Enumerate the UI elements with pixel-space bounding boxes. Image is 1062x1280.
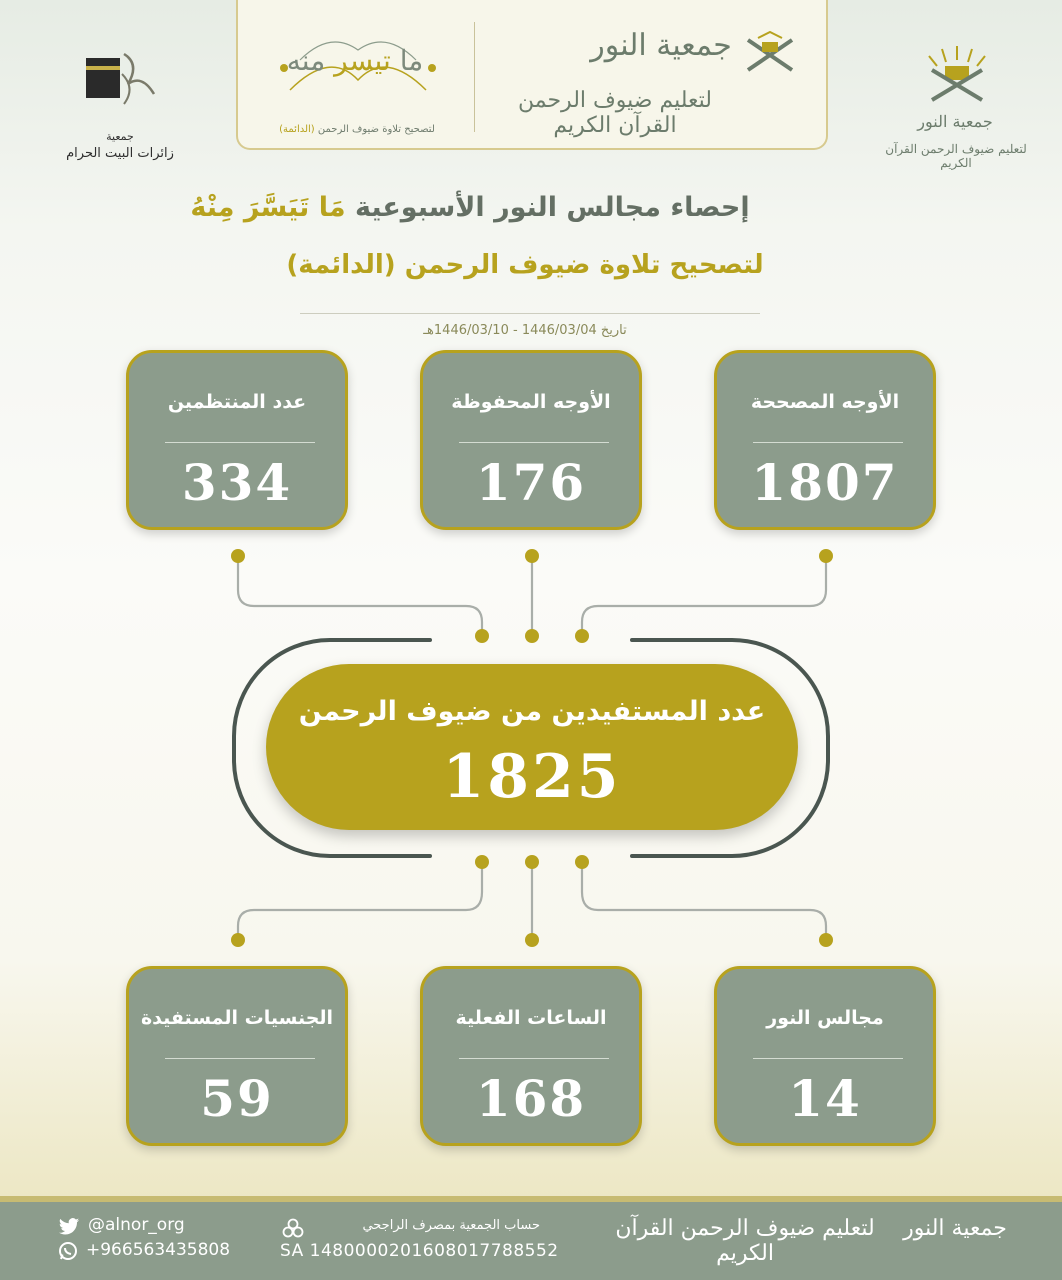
footer-calligraphy-title: جمعية النور <box>903 1216 1007 1241</box>
alnoor-calligraphy-title: جمعية النور <box>590 28 732 63</box>
stat-card-value: 59 <box>200 1069 274 1128</box>
stat-card-value: 14 <box>788 1069 862 1128</box>
stat-card-label: عدد المنتظمين <box>167 391 307 413</box>
page-title-highlight: مَا تَيَسَّرَ مِنْهُ <box>190 192 346 223</box>
kaaba-logo-icon <box>80 44 160 114</box>
stat-card-value: 334 <box>181 453 293 512</box>
stat-card-label: الأوجه المصححة <box>750 391 900 413</box>
page-title-part1: إحصاء مجالس النور الأسبوعية <box>345 192 750 223</box>
page-title <box>140 192 800 223</box>
stat-card-value: 1807 <box>751 453 899 512</box>
alnoor-calligraphy-subtitle: لتعليم ضيوف الرحمن القرآن الكريم <box>517 88 712 138</box>
majlis-name-part1: ما <box>390 44 424 77</box>
stat-card-memorized-faces <box>420 350 642 530</box>
date-range: تاريخ 1446/03/04 - 1446/03/10هـ <box>423 323 627 338</box>
stat-card-divider <box>165 442 315 443</box>
whatsapp-icon <box>58 1241 78 1261</box>
stat-card-nationalities <box>126 966 348 1146</box>
phone-number[interactable]: +966563435808 <box>86 1240 231 1260</box>
beneficiaries-value: 1825 <box>442 742 622 812</box>
twitter-icon <box>58 1217 80 1237</box>
side-logo-title: جمعية النور <box>917 112 993 131</box>
stat-card-noor-sessions <box>714 966 936 1146</box>
header-divider <box>474 22 475 132</box>
footer-calligraphy-subtitle: لتعليم ضيوف الرحمن القرآن الكريم <box>615 1216 875 1266</box>
stat-card-value: 168 <box>475 1069 587 1128</box>
side-logo-subtitle: لتعليم ضيوف الرحمن القرآن الكريم <box>885 142 1027 170</box>
iban-number: SA 1480000201608017788552 <box>280 1241 559 1261</box>
beneficiaries-total-card <box>266 664 798 830</box>
bank-account-label: حساب الجمعية بمصرف الراجحي <box>362 1218 540 1233</box>
stat-card-value: 176 <box>475 453 587 512</box>
stat-card-corrected-faces <box>714 350 936 530</box>
stat-card-divider <box>459 1058 609 1059</box>
left-logo-line1: جمعية <box>106 130 134 143</box>
majlis-subtitle-part2: (الدائمة) <box>279 124 315 135</box>
majlis-name-part2: تيسر <box>334 44 391 77</box>
majlis-calligraphy-name <box>260 44 450 77</box>
twitter-handle[interactable]: @alnor_org <box>88 1215 185 1235</box>
page-subtitle: لتصحيح تلاوة ضيوف الرحمن (الدائمة) <box>286 250 764 280</box>
stat-card-label: الساعات الفعلية <box>455 1007 607 1029</box>
stat-card-divider <box>753 1058 903 1059</box>
stat-card-divider <box>165 1058 315 1059</box>
left-logo-line2: زائرات البيت الحرام <box>66 146 174 161</box>
stat-card-divider <box>753 442 903 443</box>
majlis-subtitle-part1: لتصحيح تلاوة ضيوف الرحمن <box>314 124 435 135</box>
stat-card-label: الأوجه المحفوظة <box>451 391 611 413</box>
majlis-subtitle <box>262 124 452 135</box>
majlis-name-part3: منه <box>286 44 335 77</box>
stat-card-label: مجالس النور <box>766 1007 884 1029</box>
stat-card-actual-hours <box>420 966 642 1146</box>
stat-card-divider <box>459 442 609 443</box>
beneficiaries-label: عدد المستفيدين من ضيوف الرحمن <box>298 696 766 727</box>
title-divider <box>300 313 760 314</box>
stat-card-regular-attendees <box>126 350 348 530</box>
stat-card-label: الجنسيات المستفيدة <box>140 1007 334 1029</box>
